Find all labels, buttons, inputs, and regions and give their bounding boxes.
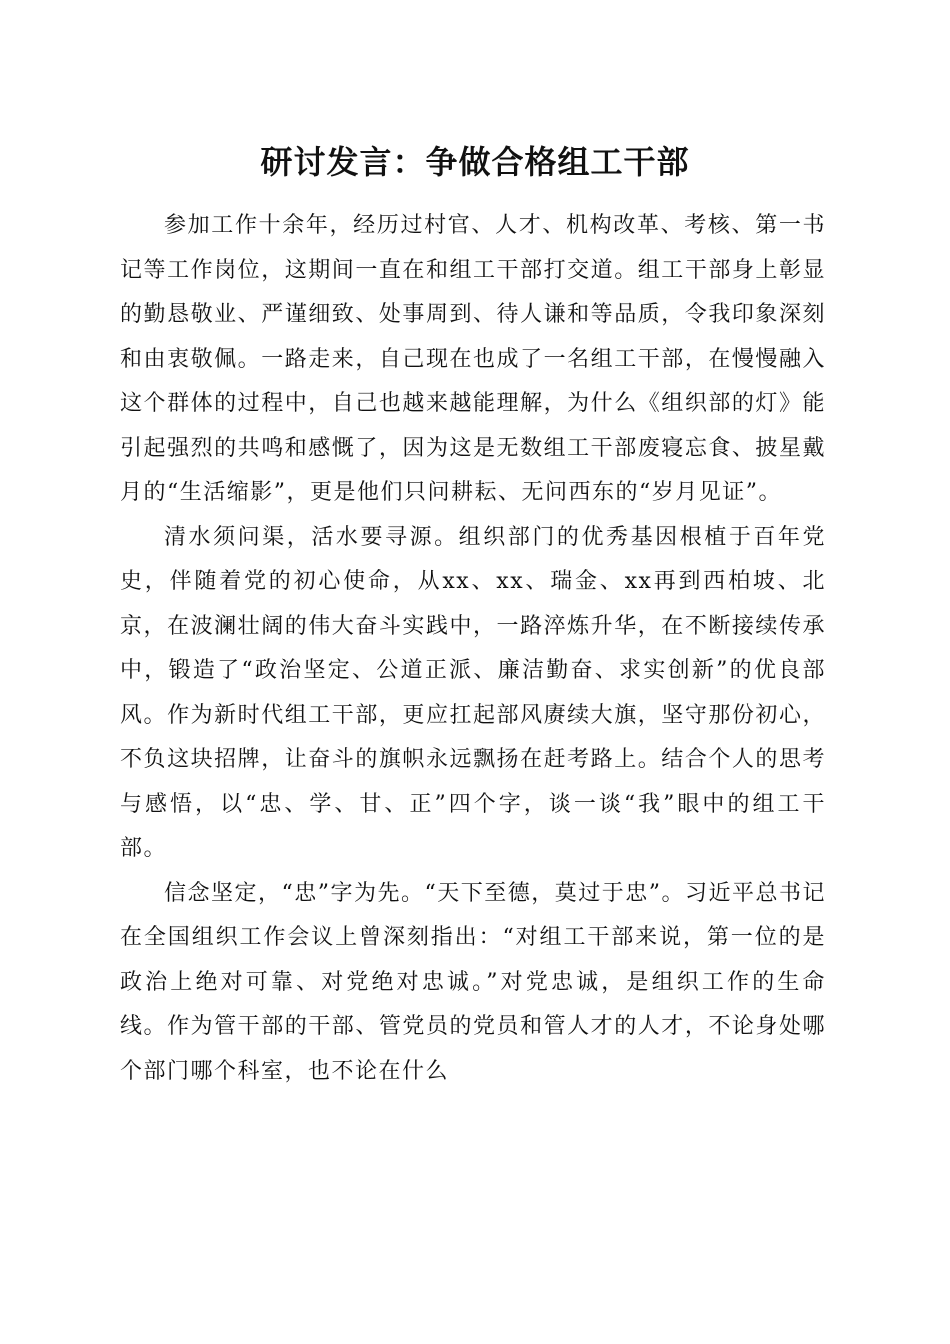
paragraph-3: 信念坚定，“忠”字为先。“天下至德，莫过于忠”。习近平总书记在全国组织工作会议上曾深刻指出：“对组工干部来说，第一位的是政治上绝对可靠、对党绝对忠诚。”对党忠诚，是组织工作的生命线。作为管干部的干部、管党员的党员和管人才的人才，不论身处哪个部门哪个科室，也不论在什么: [120, 880, 826, 1084]
paragraph-2: 清水须问渠，活水要寻源。组织部门的优秀基因根植于百年党史，伴随着党的初心使命，从xx、xx、瑞金、xx再到西柏坡、北京，在波澜壮阔的伟大奋斗实践中，一路淬炼升华，在不断接续传承中，锻造了“政治坚定、公道正派、廉洁勤奋、求实创新”的优良部风。作为新时代组工干部，更应扛起部风赓续大旗，坚守那份初心，不负这块招牌，让奋斗的旗帜永远飘扬在赶考路上。结合个人的思考与感悟，以“忠、学、甘、正”四个字，谈一谈“我”眼中的组工干部。: [120, 524, 826, 861]
document-body: [120, 204, 826, 1094]
paragraph-1: 参加工作十余年，经历过村官、人才、机构改革、考核、第一书记等工作岗位，这期间一直在和组工干部打交道。组工干部身上彰显的勤恳敬业、严谨细致、处事周到、待人谦和等品质，令我印象深刻和由衷敬佩。一路走来，自己现在也成了一名组工干部，在慢慢融入这个群体的过程中，自己也越来越能理解，为什么《组织部的灯》能引起强烈的共鸣和感慨了，因为这是无数组工干部废寝忘食、披星戴月的“生活缩影”，更是他们只问耕耘、无问西东的“岁月见证”。: [120, 213, 826, 505]
document-title: 研讨发言：争做合格组工干部: [260, 143, 690, 181]
